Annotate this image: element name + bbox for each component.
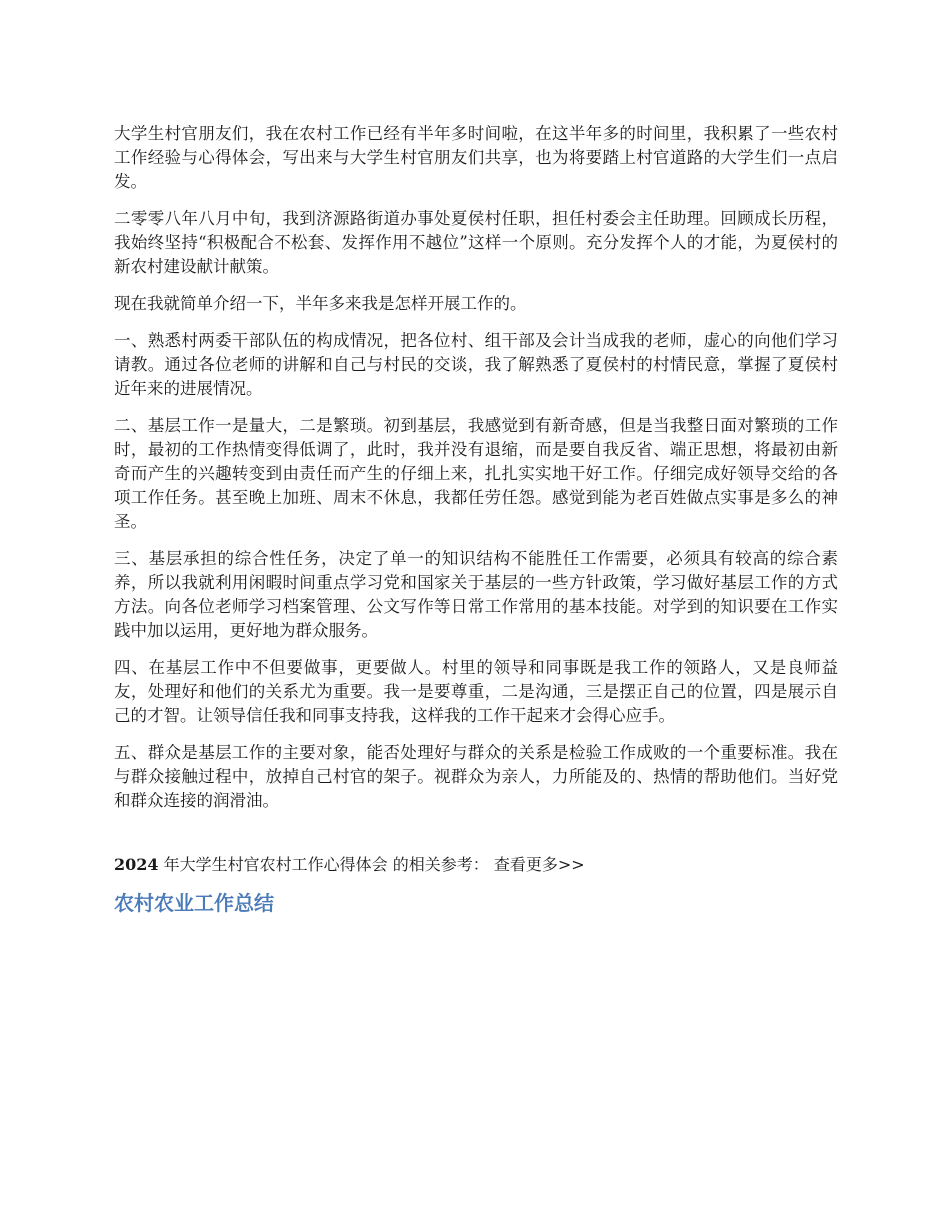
paragraph-1: 大学生村官朋友们，我在农村工作已经有半年多时间啦，在这半年多的时间里，我积累了一些农村工作经验与心得体会，写出来与大学生村官朋友们共享，也为将要踏上村官道路的大学生们一点启发。 <box>114 124 838 191</box>
view-more-link[interactable]: 查看更多>> <box>493 855 585 874</box>
related-suffix: 的相关参考： <box>392 855 489 874</box>
document-body <box>114 122 838 917</box>
paragraph-8: 五、群众是基层工作的主要对象，能否处理好与群众的关系是检验工作成败的一个重要标准。我在与群众接触过程中，放掉自己村官的架子。视群众为亲人，力所能及的、热情的帮助他们。当好党和群众连接的润滑油。 <box>114 743 838 810</box>
paragraph-3: 现在我就简单介绍一下，半年多来我是怎样开展工作的。 <box>114 294 527 313</box>
related-article-link[interactable]: 农村农业工作总结 <box>114 891 274 915</box>
paragraph-5: 二、基层工作一是量大，二是繁琐。初到基层，我感觉到有新奇感，但是当我整日面对繁琐的工作时，最初的工作热情变得低调了，此时，我并没有退缩，而是要自我反省、端正思想，将最初由新奇而产生的兴趣转变到由责任而产生的仔细上来，扎扎实实地干好工作。仔细完成好领导交给的各项工作任务。甚至晚上加班、周末不休息，我都任劳任怨。感觉到能为老百姓做点实事是多么的神圣。 <box>114 416 838 531</box>
paragraph-6: 三、基层承担的综合性任务，决定了单一的知识结构不能胜任工作需要，必须具有较高的综合素养，所以我就利用闲暇时间重点学习党和国家关于基层的一些方针政策，学习做好基层工作的方式方法。向各位老师学习档案管理、公文写作等日常工作常用的基本技能。对学到的知识要在工作实践中加以运用，更好地为群众服务。 <box>114 549 838 640</box>
paragraph-7: 四、在基层工作中不但要做事，更要做人。村里的领导和同事既是我工作的领路人，又是良师益友，处理好和他们的关系尤为重要。我一是要尊重，二是沟通，三是摆正自己的位置，四是展示自己的才智。让领导信任我和同事支持我，这样我的工作干起来才会得心应手。 <box>114 658 838 725</box>
paragraph-2: 二零零八年八月中旬，我到济源路街道办事处夏侯村任职，担任村委会主任助理。回顾成长历程，我始终坚持“积极配合不松套、发挥作用不越位”这样一个原则。充分发挥个人的才能，为夏侯村的新农村建设献计献策。 <box>114 209 838 276</box>
paragraph-4: 一、熟悉村两委干部队伍的构成情况，把各位村、组干部及会计当成我的老师，虚心的向他们学习请教。通过各位老师的讲解和自己与村民的交谈，我了解熟悉了夏侯村的村情民意，掌握了夏侯村近年来的进展情况。 <box>114 331 838 398</box>
related-references <box>114 853 838 877</box>
related-title: 年大学生村官农村工作心得体会 <box>163 855 388 874</box>
related-year: 2024 <box>114 855 159 874</box>
